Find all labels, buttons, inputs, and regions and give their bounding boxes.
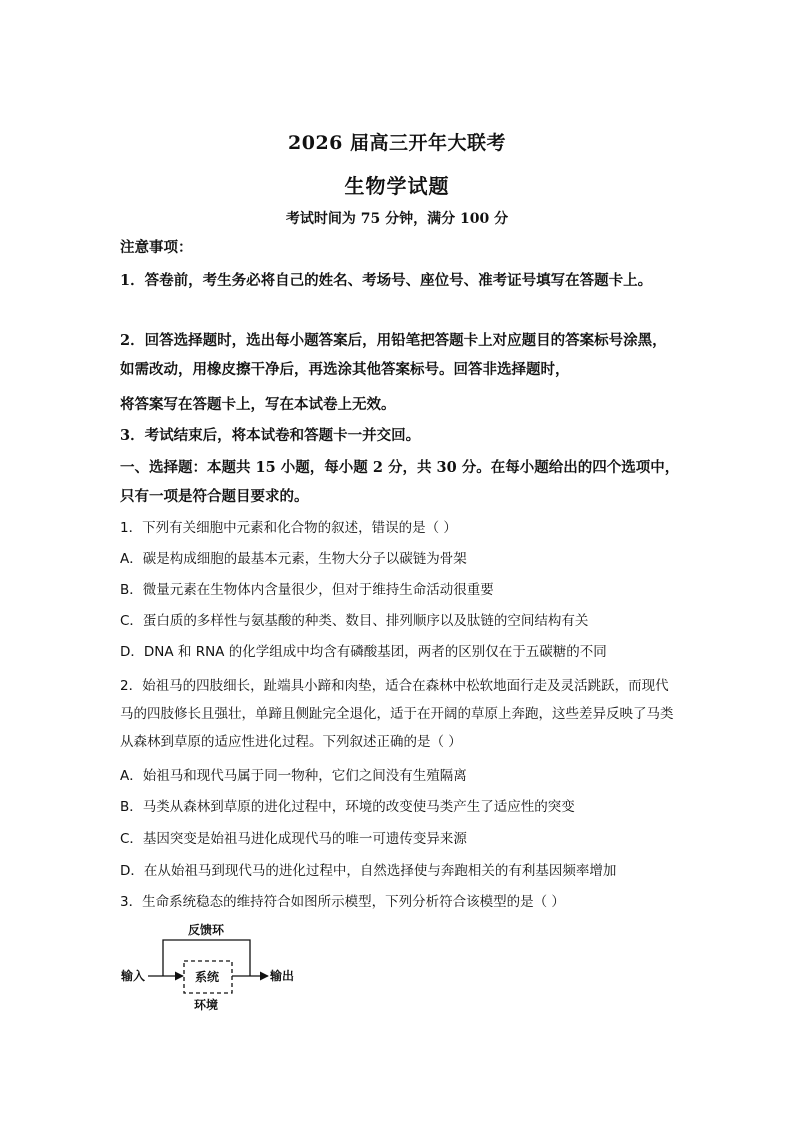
- question-2-option-d: D．在从始祖马到现代马的进化过程中，自然选择使与奔跑相关的有利基因频率增加: [120, 863, 617, 879]
- page-subtitle: 生物学试题: [344, 174, 450, 198]
- feedback-loop-diagram: [118, 918, 318, 1018]
- question-2-stem: 2．始祖马的四肢细长，趾端具小蹄和肉垫，适合在森林中松软地面行走及灵活跳跃，而现代马的四肢修长且强壮，单蹄且侧趾完全退化，适于在开阔的草原上奔跑，这些差异反映了马类从森林到草原的适应性进化过程。下列叙述正确的是（ ）: [120, 678, 674, 750]
- input-label: 输入: [121, 969, 146, 983]
- output-label: 输出: [270, 969, 295, 983]
- time-info: 考试时间为 75 分钟，满分 100 分: [285, 211, 509, 227]
- notice-item-2: 2．回答选择题时，选出每小题答案后，用铅笔把答题卡上对应题目的答案标号涂黑，如需改动，用橡皮擦干净后，再选涂其他答案标号。回答非选择题时，: [120, 332, 667, 378]
- question-2-option-b: B．马类从森林到草原的进化过程中，环境的改变使马类产生了适应性的突变: [120, 799, 575, 815]
- question-1-option-c: C．蛋白质的多样性与氨基酸的种类、数目、排列顺序以及肽链的空间结构有关: [120, 613, 589, 629]
- question-1-option-a: A．碳是构成细胞的最基本元素，生物大分子以碳链为骨架: [120, 551, 467, 567]
- question-2-option-a: A．始祖马和现代马属于同一物种，它们之间没有生殖隔离: [120, 768, 467, 784]
- notice-heading: 注意事项：: [120, 239, 193, 256]
- environment-label: 环境: [194, 998, 219, 1012]
- page-title: 2026 届高三开年大联考: [288, 132, 506, 154]
- notice-item-1: 1．答卷前，考生务必将自己的姓名、考场号、座位号、准考证号填写在答题卡上。: [120, 272, 653, 289]
- system-label: 系统: [195, 970, 220, 984]
- question-1-stem: 1．下列有关细胞中元素和化合物的叙述，错误的是（ ）: [120, 520, 457, 536]
- question-3-stem: 3．生命系统稳态的维持符合如图所示模型，下列分析符合该模型的是（ ）: [120, 894, 565, 910]
- question-1-option-d: D．DNA 和 RNA 的化学组成中均含有磷酸基团，两者的区别仅在于五碳糖的不同: [120, 644, 607, 660]
- feedback-label: 反馈环: [188, 923, 225, 937]
- notice-item-3: 3．考试结束后，将本试卷和答题卡一并交回。: [120, 427, 421, 444]
- section-heading: 一、选择题：本题共 15 小题，每小题 2 分，共 30 分。在每小题给出的四个选项中，只有一项是符合题目要求的。: [120, 459, 680, 505]
- question-1-option-b: B．微量元素在生物体内含量很少，但对于维持生命活动很重要: [120, 582, 494, 598]
- notice-item-2-cont: 将答案写在答题卡上，写在本试卷上无效。: [120, 396, 396, 413]
- question-2-option-c: C．基因突变是始祖马进化成现代马的唯一可遗传变异来源: [120, 831, 467, 847]
